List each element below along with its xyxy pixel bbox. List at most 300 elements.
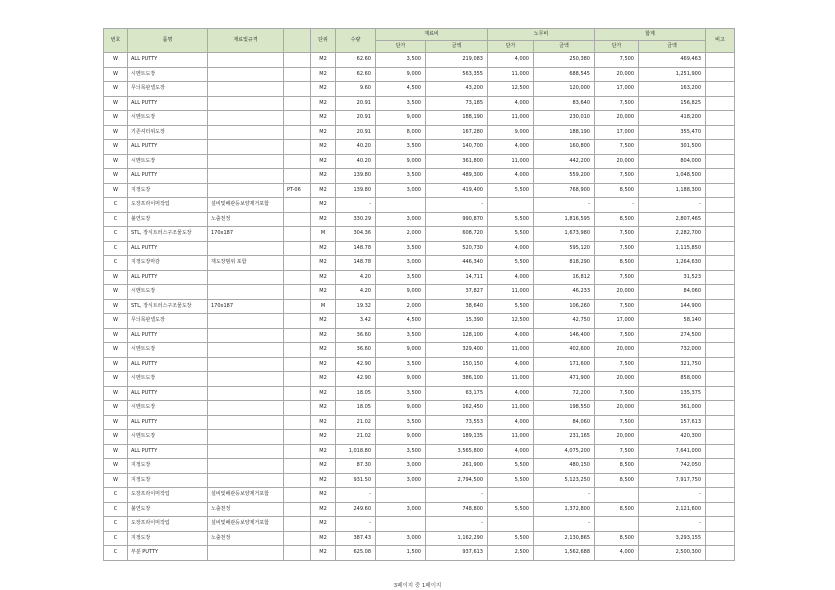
cell-spec-code (284, 386, 311, 401)
table-row (104, 488, 735, 503)
cell-material-amount: - (426, 198, 488, 213)
cell-total-amount: 1,115,850 (639, 241, 706, 256)
cell-labor-amount: - (534, 198, 595, 213)
cell-material-unit-price (376, 517, 426, 532)
cell-material-unit-price: 3,500 (376, 169, 426, 184)
table-row (104, 67, 735, 82)
cell-labor-unit-price: 11,000 (488, 401, 534, 416)
cell-item-name: 지정도장 (128, 183, 208, 198)
page-indicator: 3페이지 중 1페이지 (393, 583, 442, 589)
cell-spec: 170x187 (208, 227, 284, 242)
cell-quantity: 87.30 (336, 459, 376, 474)
cell-labor-amount: 1,816,595 (534, 212, 595, 227)
cell-quantity: 40.20 (336, 154, 376, 169)
cell-labor-unit-price: 2,500 (488, 546, 534, 561)
cell-spec (208, 154, 284, 169)
cell-total-amount: 1,188,300 (639, 183, 706, 198)
cell-material-unit-price: 9,000 (376, 343, 426, 358)
header-item-name: 품명 (128, 29, 208, 53)
cell-remark (706, 386, 735, 401)
cell-labor-unit-price: 4,000 (488, 386, 534, 401)
cell-remark (706, 125, 735, 140)
cell-material-amount: 419,400 (426, 183, 488, 198)
cell-total-unit-price: 20,000 (595, 343, 639, 358)
cell-material-unit-price (376, 488, 426, 503)
cell-total-amount: 469,463 (639, 53, 706, 68)
cell-total-unit-price: 7,500 (595, 270, 639, 285)
cell-quantity: 62.60 (336, 67, 376, 82)
cell-total-amount: 2,807,465 (639, 212, 706, 227)
cell-labor-amount: 230,010 (534, 111, 595, 126)
table-row (104, 125, 735, 140)
cell-labor-unit-price: 11,000 (488, 430, 534, 445)
cell-total-unit-price: 20,000 (595, 372, 639, 387)
cell-total-amount: 163,200 (639, 82, 706, 97)
cell-spec-code (284, 430, 311, 445)
cell-total-unit-price: 7,500 (595, 299, 639, 314)
cell-unit: M2 (311, 67, 336, 82)
cell-type: W (104, 314, 128, 329)
cell-total-unit-price: 7,500 (595, 386, 639, 401)
cell-spec: 설비및배관등보양제거포함 (208, 517, 284, 532)
cell-spec-code (284, 169, 311, 184)
cell-unit: M2 (311, 343, 336, 358)
table-row (104, 401, 735, 416)
cell-labor-unit-price: 5,500 (488, 227, 534, 242)
cell-labor-unit-price: 12,500 (488, 314, 534, 329)
cell-type: W (104, 154, 128, 169)
cell-spec-code: PT-06 (284, 183, 311, 198)
cell-item-name: 도장프라이머작업 (128, 517, 208, 532)
table-row (104, 256, 735, 271)
cell-unit: M2 (311, 212, 336, 227)
cell-item-name: 시멘트도장 (128, 343, 208, 358)
cell-spec (208, 270, 284, 285)
cell-unit: M (311, 299, 336, 314)
cell-total-amount: 858,000 (639, 372, 706, 387)
cell-total-unit-price: 4,000 (595, 546, 639, 561)
cell-quantity: - (336, 488, 376, 503)
cell-total-unit-price: 20,000 (595, 154, 639, 169)
cell-quantity: 625.08 (336, 546, 376, 561)
cell-spec (208, 444, 284, 459)
cell-type: W (104, 53, 128, 68)
cell-material-amount: 38,640 (426, 299, 488, 314)
cell-type: W (104, 357, 128, 372)
cell-spec-code (284, 343, 311, 358)
cell-labor-amount: - (534, 488, 595, 503)
cell-type: C (104, 241, 128, 256)
cell-material-amount: 189,135 (426, 430, 488, 445)
cell-labor-unit-price: 5,500 (488, 212, 534, 227)
cell-remark (706, 169, 735, 184)
cell-material-amount: - (426, 517, 488, 532)
cell-labor-unit-price (488, 198, 534, 213)
cell-material-amount: 188,190 (426, 111, 488, 126)
cell-spec (208, 241, 284, 256)
cell-unit: M2 (311, 270, 336, 285)
cell-material-amount: 2,794,500 (426, 473, 488, 488)
cell-total-unit-price: 7,500 (595, 227, 639, 242)
cell-material-unit-price: 3,000 (376, 502, 426, 517)
cell-item-name: 지정도장 (128, 459, 208, 474)
table-row (104, 270, 735, 285)
cell-spec (208, 96, 284, 111)
cell-spec-code (284, 212, 311, 227)
cell-material-unit-price: 3,500 (376, 140, 426, 155)
cell-spec (208, 314, 284, 329)
cell-unit: M2 (311, 546, 336, 561)
cell-quantity: 148.78 (336, 256, 376, 271)
cell-unit: M2 (311, 459, 336, 474)
cell-material-unit-price: 1,500 (376, 546, 426, 561)
cell-total-unit-price: 7,500 (595, 140, 639, 155)
cell-spec (208, 357, 284, 372)
cell-material-unit-price: 9,000 (376, 285, 426, 300)
cell-total-amount: 58,140 (639, 314, 706, 329)
cell-type: W (104, 473, 128, 488)
cell-remark (706, 372, 735, 387)
cell-material-amount: 73,553 (426, 415, 488, 430)
cell-spec-code (284, 415, 311, 430)
cell-spec (208, 343, 284, 358)
cell-labor-amount: 160,800 (534, 140, 595, 155)
cell-spec (208, 82, 284, 97)
cell-type: W (104, 169, 128, 184)
cell-total-amount: 7,917,750 (639, 473, 706, 488)
cell-unit: M2 (311, 372, 336, 387)
cell-spec-code (284, 473, 311, 488)
cell-material-amount: 37,827 (426, 285, 488, 300)
table-row (104, 212, 735, 227)
cell-remark (706, 227, 735, 242)
table-row (104, 386, 735, 401)
cell-total-unit-price: 7,500 (595, 444, 639, 459)
cell-spec (208, 111, 284, 126)
cell-unit: M2 (311, 111, 336, 126)
cell-labor-unit-price: 12,500 (488, 82, 534, 97)
cell-quantity: 4.20 (336, 285, 376, 300)
cell-spec-code (284, 125, 311, 140)
cell-labor-amount: 16,812 (534, 270, 595, 285)
cell-unit: M2 (311, 430, 336, 445)
cell-spec (208, 169, 284, 184)
header-spec-code (284, 29, 311, 53)
cell-material-unit-price: 9,000 (376, 401, 426, 416)
cell-spec (208, 415, 284, 430)
cell-labor-amount: 768,900 (534, 183, 595, 198)
cell-remark (706, 357, 735, 372)
cell-labor-unit-price: 11,000 (488, 111, 534, 126)
cell-labor-amount: 471,900 (534, 372, 595, 387)
cell-quantity: 40.20 (336, 140, 376, 155)
cell-total-amount: 804,000 (639, 154, 706, 169)
cell-labor-unit-price: 11,000 (488, 343, 534, 358)
cell-labor-unit-price: 4,000 (488, 357, 534, 372)
cell-labor-unit-price (488, 488, 534, 503)
cell-type: W (104, 444, 128, 459)
cell-quantity: 21.02 (336, 415, 376, 430)
table-row (104, 372, 735, 387)
cell-remark (706, 198, 735, 213)
cell-labor-unit-price: 4,000 (488, 241, 534, 256)
cell-quantity: - (336, 198, 376, 213)
cell-labor-unit-price: 4,000 (488, 96, 534, 111)
cell-material-amount: 563,355 (426, 67, 488, 82)
cell-labor-amount: 42,750 (534, 314, 595, 329)
cell-labor-unit-price: 4,000 (488, 169, 534, 184)
cell-material-unit-price: 9,000 (376, 67, 426, 82)
cell-type: W (104, 343, 128, 358)
cell-remark (706, 241, 735, 256)
cell-item-name: 시멘트도장 (128, 372, 208, 387)
cell-material-amount: 63,175 (426, 386, 488, 401)
cell-quantity: 9.60 (336, 82, 376, 97)
cell-material-amount: 128,100 (426, 328, 488, 343)
table-row (104, 444, 735, 459)
cell-spec-code (284, 285, 311, 300)
cell-type: C (104, 212, 128, 227)
cell-material-unit-price: 3,500 (376, 270, 426, 285)
cell-item-name: 무늬목판넬도장 (128, 82, 208, 97)
cell-quantity: 387.43 (336, 531, 376, 546)
cell-total-unit-price: 17,000 (595, 82, 639, 97)
cell-remark (706, 285, 735, 300)
cell-spec-code (284, 154, 311, 169)
cell-item-name: 시멘트도장 (128, 67, 208, 82)
cell-material-amount: 73,185 (426, 96, 488, 111)
cell-labor-amount: 198,550 (534, 401, 595, 416)
cell-material-unit-price: 9,000 (376, 154, 426, 169)
cell-remark (706, 343, 735, 358)
cell-type: W (104, 430, 128, 445)
cell-labor-amount: 1,673,980 (534, 227, 595, 242)
cell-remark (706, 502, 735, 517)
cell-type: W (104, 183, 128, 198)
cell-spec-code (284, 531, 311, 546)
cell-item-name: 도장프라이머작업 (128, 198, 208, 213)
table-row (104, 183, 735, 198)
cell-remark (706, 212, 735, 227)
cell-total-unit-price: 7,500 (595, 53, 639, 68)
cell-total-amount: - (639, 198, 706, 213)
cell-total-amount: 321,750 (639, 357, 706, 372)
cell-spec: 노출천정 (208, 531, 284, 546)
cell-material-unit-price: 3,500 (376, 328, 426, 343)
cell-total-amount: 355,470 (639, 125, 706, 140)
cell-total-unit-price: 8,500 (595, 256, 639, 271)
cell-unit: M2 (311, 517, 336, 532)
cell-remark (706, 488, 735, 503)
estimate-table (103, 28, 735, 561)
cell-item-name: 시멘트도장 (128, 154, 208, 169)
cell-type: C (104, 502, 128, 517)
cell-remark (706, 444, 735, 459)
cell-remark (706, 154, 735, 169)
cell-total-amount: 742,050 (639, 459, 706, 474)
cell-remark (706, 517, 735, 532)
cell-labor-amount: 688,545 (534, 67, 595, 82)
cell-labor-unit-price: 5,500 (488, 531, 534, 546)
cell-total-unit-price: 7,500 (595, 241, 639, 256)
cell-total-unit-price: 8,500 (595, 183, 639, 198)
cell-material-amount: 3,565,800 (426, 444, 488, 459)
cell-quantity: 931.50 (336, 473, 376, 488)
cell-item-name: STL, 장식트러스구조물도장 (128, 299, 208, 314)
cell-item-name: 무늬목판넬도장 (128, 314, 208, 329)
cell-type: C (104, 546, 128, 561)
cell-total-unit-price: - (595, 198, 639, 213)
table-body (104, 53, 735, 561)
cell-labor-amount: 250,380 (534, 53, 595, 68)
cell-material-unit-price: 3,500 (376, 357, 426, 372)
cell-item-name: 불연도장 (128, 212, 208, 227)
cell-total-unit-price: 8,500 (595, 531, 639, 546)
cell-type: C (104, 531, 128, 546)
cell-remark (706, 401, 735, 416)
cell-spec-code (284, 67, 311, 82)
cell-unit: M2 (311, 502, 336, 517)
table-row (104, 546, 735, 561)
cell-total-unit-price (595, 517, 639, 532)
table-row (104, 473, 735, 488)
cell-total-unit-price: 8,500 (595, 212, 639, 227)
cell-spec-code (284, 517, 311, 532)
header-total-amount: 금액 (639, 41, 706, 53)
cell-spec-code (284, 502, 311, 517)
cell-labor-amount: 171,600 (534, 357, 595, 372)
cell-spec-code (284, 53, 311, 68)
cell-material-unit-price: 3,000 (376, 459, 426, 474)
cell-remark (706, 270, 735, 285)
cell-type: C (104, 198, 128, 213)
cell-unit: M2 (311, 198, 336, 213)
cell-total-unit-price: 17,000 (595, 125, 639, 140)
cell-labor-unit-price: 11,000 (488, 372, 534, 387)
cell-unit: M2 (311, 444, 336, 459)
cell-spec (208, 430, 284, 445)
cell-labor-amount: 4,075,200 (534, 444, 595, 459)
cell-remark (706, 546, 735, 561)
table-row (104, 227, 735, 242)
cell-spec (208, 546, 284, 561)
cell-remark (706, 96, 735, 111)
table-row (104, 314, 735, 329)
cell-labor-amount: 188,190 (534, 125, 595, 140)
cell-total-amount: 1,048,500 (639, 169, 706, 184)
cell-item-name: ALL PUTTY (128, 96, 208, 111)
cell-total-unit-price: 20,000 (595, 67, 639, 82)
cell-material-amount: 1,162,290 (426, 531, 488, 546)
cell-remark (706, 473, 735, 488)
cell-spec: 노출천정 (208, 212, 284, 227)
cell-labor-unit-price: 4,000 (488, 444, 534, 459)
cell-spec-code (284, 372, 311, 387)
cell-item-name: 기존셔터위도장 (128, 125, 208, 140)
cell-spec-code (284, 82, 311, 97)
cell-type: W (104, 270, 128, 285)
cell-labor-amount: 5,123,250 (534, 473, 595, 488)
cell-labor-unit-price: 5,500 (488, 299, 534, 314)
cell-total-unit-price: 8,500 (595, 473, 639, 488)
cell-item-name: 시멘트도장 (128, 285, 208, 300)
cell-unit: M2 (311, 169, 336, 184)
cell-item-name: 불연도장 (128, 502, 208, 517)
cell-quantity: 42.90 (336, 357, 376, 372)
table-row (104, 198, 735, 213)
table-row (104, 502, 735, 517)
cell-total-unit-price: 7,500 (595, 169, 639, 184)
cell-item-name: ALL PUTTY (128, 328, 208, 343)
cell-spec: 170x187 (208, 299, 284, 314)
cell-spec (208, 67, 284, 82)
cell-total-amount: 732,000 (639, 343, 706, 358)
cell-spec-code (284, 241, 311, 256)
cell-quantity: 249.60 (336, 502, 376, 517)
table-row (104, 82, 735, 97)
cell-type: C (104, 256, 128, 271)
cell-quantity: 3.42 (336, 314, 376, 329)
cell-total-unit-price: 7,500 (595, 96, 639, 111)
cell-quantity: - (336, 517, 376, 532)
cell-material-amount: - (426, 488, 488, 503)
cell-type: W (104, 328, 128, 343)
cell-material-unit-price: 3,500 (376, 444, 426, 459)
cell-unit: M2 (311, 125, 336, 140)
cell-total-amount: 361,000 (639, 401, 706, 416)
cell-material-unit-price: 4,500 (376, 82, 426, 97)
cell-item-name: ALL PUTTY (128, 386, 208, 401)
cell-total-amount: 157,613 (639, 415, 706, 430)
cell-spec (208, 140, 284, 155)
cell-quantity: 36.60 (336, 328, 376, 343)
header-labor-amount: 금액 (534, 41, 595, 53)
cell-spec-code (284, 488, 311, 503)
cell-unit: M2 (311, 357, 336, 372)
cell-total-unit-price: 20,000 (595, 401, 639, 416)
cell-total-amount: 156,825 (639, 96, 706, 111)
cell-material-amount: 15,390 (426, 314, 488, 329)
cell-quantity: 20.91 (336, 111, 376, 126)
cell-labor-amount: 2,130,865 (534, 531, 595, 546)
cell-type: W (104, 111, 128, 126)
cell-type: W (104, 372, 128, 387)
cell-type: W (104, 285, 128, 300)
cell-unit: M2 (311, 285, 336, 300)
header-remark: 비고 (706, 29, 735, 53)
cell-material-amount: 329,400 (426, 343, 488, 358)
cell-spec-code (284, 140, 311, 155)
cell-material-amount: 937,613 (426, 546, 488, 561)
table-row (104, 285, 735, 300)
cell-material-amount: 140,700 (426, 140, 488, 155)
cell-labor-amount: 442,200 (534, 154, 595, 169)
cell-material-unit-price: 3,000 (376, 256, 426, 271)
cell-remark (706, 459, 735, 474)
cell-unit: M2 (311, 241, 336, 256)
cell-labor-unit-price: 11,000 (488, 285, 534, 300)
cell-material-unit-price: 3,500 (376, 241, 426, 256)
cell-material-amount: 43,200 (426, 82, 488, 97)
cell-material-unit-price: 9,000 (376, 372, 426, 387)
table-row (104, 169, 735, 184)
cell-item-name: ALL PUTTY (128, 140, 208, 155)
cell-labor-unit-price: 5,500 (488, 459, 534, 474)
cell-total-amount: 135,375 (639, 386, 706, 401)
cell-remark (706, 299, 735, 314)
cell-material-amount: 361,800 (426, 154, 488, 169)
cell-labor-unit-price: 4,000 (488, 270, 534, 285)
